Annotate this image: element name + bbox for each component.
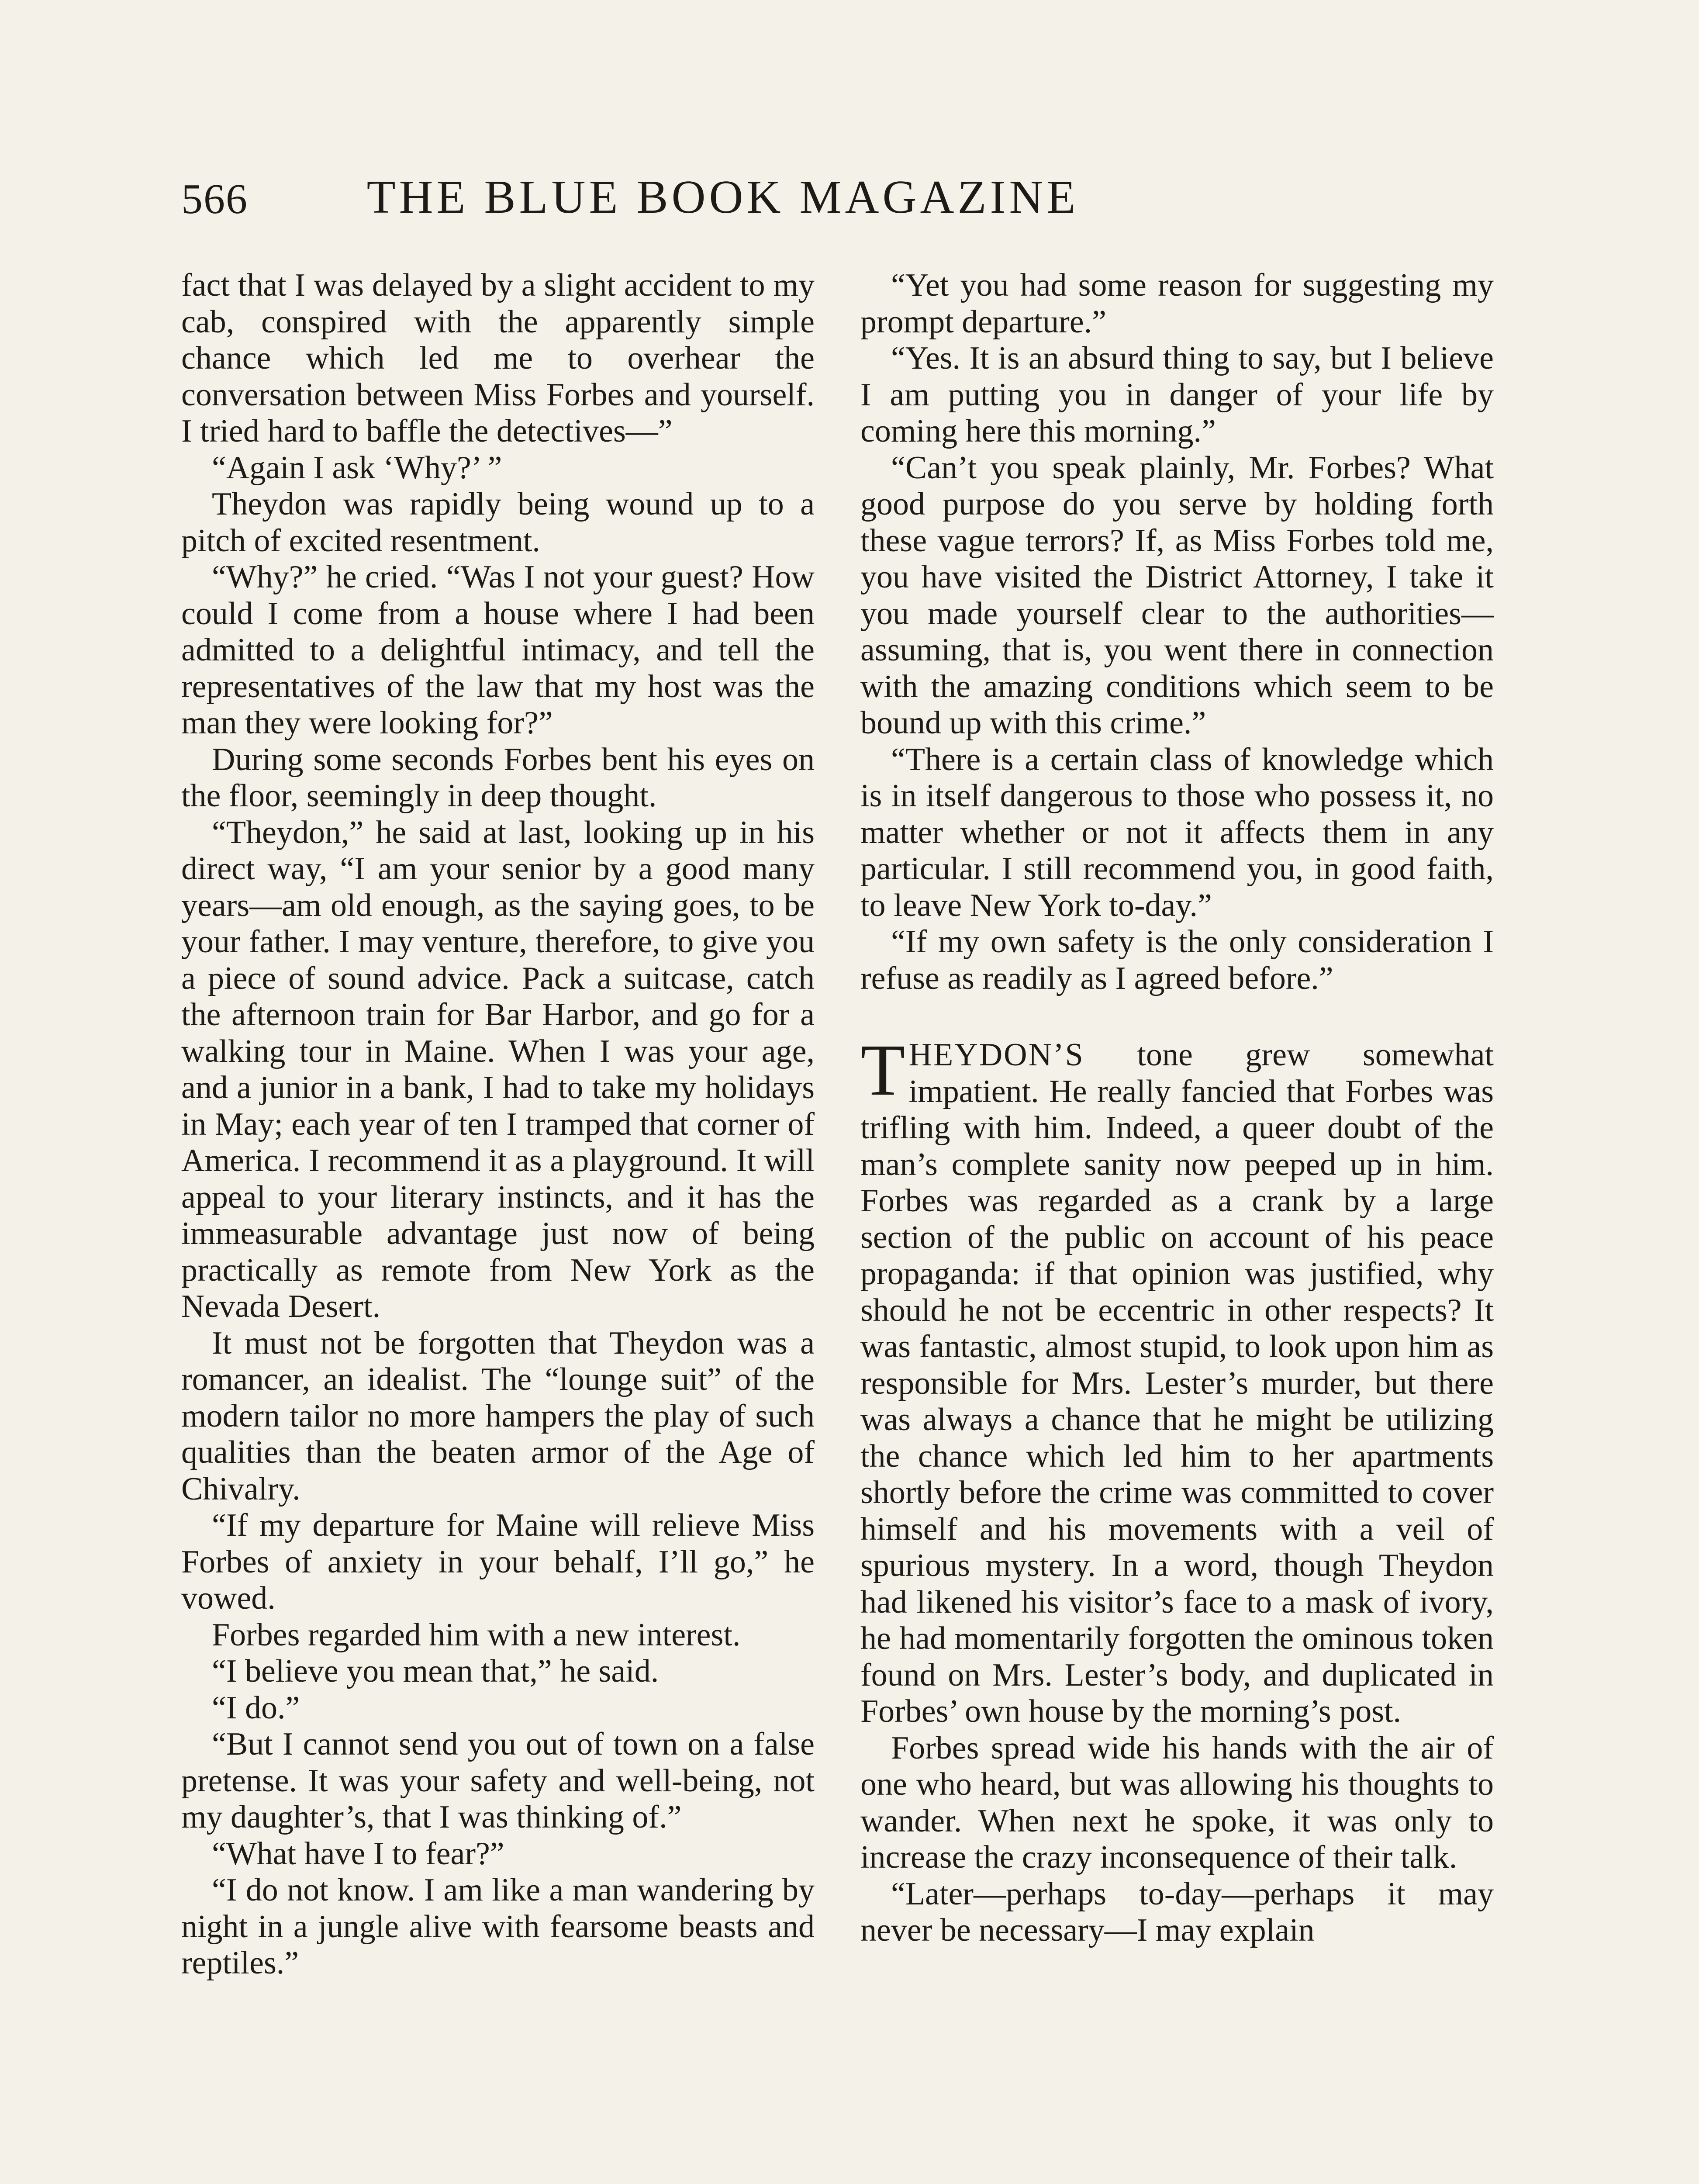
- paragraph: During some seconds Forbes bent his eyes on the floor, seemingly in deep thought.: [181, 741, 815, 814]
- paragraph: “But I cannot send you out of town on a false pretense. It was your safety and well-being, not my daughter’s, that I was thinking of.”: [181, 1726, 815, 1835]
- paragraph: “I do not know. I am like a man wandering by night in a jungle alive with fearsome beasts and reptiles.”: [181, 1872, 815, 1981]
- magazine-title: THE BLUE BOOK MAGAZINE: [366, 171, 1079, 223]
- drop-cap: T: [860, 1030, 905, 1111]
- paragraph: “Later—perhaps to-day—perhaps it may never be necessary—I may explain: [860, 1876, 1494, 1948]
- page-number: 566: [181, 176, 248, 223]
- paragraph: “There is a certain class of knowledge which is in itself dangerous to those who possess it, no matter whether or not it affects them in any particular. I still recommend you, in good faith, to leave New York to-day.”: [860, 741, 1494, 923]
- left-column: [181, 267, 815, 1982]
- lead-in-caps: HEYDON’S: [908, 1037, 1084, 1073]
- paragraph: It must not be forgotten that Theydon was a romancer, an idealist. The “lounge suit” of the modern tailor no more hampers the play of such qualities than the beaten armor of the Age of Chivalry.: [181, 1325, 815, 1507]
- paragraph: “Theydon,” he said at last, looking up in his direct way, “I am your senior by a good many years—am old enough, as the saying goes, to be your father. I may venture, therefore, to give you a piece of sound advice. Pack a suitcase, catch the afternoon train for Bar Harbor, and go for a walking tour in Maine. When I was your age, and a junior in a bank, I had to take my holidays in May; each year of ten I tramped that corner of America. I recommend it as a playground. It will appeal to your literary instincts, and it has the immeasurable advantage just now of being practically as remote from New York as the Nevada Desert.: [181, 814, 815, 1324]
- paragraph: “If my own safety is the only consideration I refuse as readily as I agreed before.”: [860, 924, 1494, 996]
- paragraph: “I do.”: [212, 1690, 300, 1726]
- right-column: [860, 267, 1494, 1949]
- paragraph: Forbes spread wide his hands with the air of one who heard, but was allowing his thoughts to wander. When next he spoke, it was only to increase the crazy inconsequence of their talk.: [860, 1730, 1494, 1875]
- paragraph: “Why?” he cried. “Was I not your guest? How could I come from a house where I had been admitted to a delightful intimacy, and tell the representatives of the law that my host was the man they were looking for?”: [181, 559, 815, 741]
- paragraph: “Yet you had some reason for suggesting my prompt departure.”: [860, 267, 1494, 340]
- paragraph: “Can’t you speak plainly, Mr. Forbes? What good purpose do you serve by holding forth these vague terrors? If, as Miss Forbes told me, you have visited the District Attorney, I take it you made yourself clear to the authorities—assuming, that is, you went there in connection with the amazing conditions which seem to be bound up with this crime.”: [860, 449, 1494, 741]
- paragraph: “Again I ask ‘Why?’ ”: [212, 449, 502, 486]
- paragraph: fact that I was delayed by a slight accident to my cab, conspired with the apparently simple chance which led me to overhear the conversation between Miss Forbes and yourself. I tried hard to baffle the detectives—”: [181, 267, 815, 449]
- paragraph: Theydon was rapidly being wound up to a pitch of excited resentment.: [181, 486, 815, 559]
- section-opening-paragraph: [860, 1030, 1494, 1730]
- page-header: [181, 170, 1212, 236]
- paragraph: “If my departure for Maine will relieve Miss Forbes of anxiety in your behalf, I’ll go,” he vowed.: [181, 1507, 815, 1616]
- paragraph-text: tone grew somewhat impatient. He really fancied that Forbes was trifling with him. Indeed, a queer doubt of the man’s complete sanity now peeped up in him. Forbes was regarded as a crank by a large section of the public on account of his peace propaganda: if that opinion was justified, why should he not be eccentric in other respects? It was fantastic, almost stupid, to look upon him as responsible for Mrs. Lester’s murder, but there was always a chance that he might be utilizing the chance which led him to her apartments shortly before the crime was committed to cover himself and his movements with a veil of spurious mystery. In a word, though Theydon had likened his visitor’s face to a mask of ivory, he had momentarily forgotten the ominous token found on Mrs. Lester’s body, and duplicated in Forbes’ own house by the morning’s post.: [860, 1037, 1494, 1729]
- paragraph: “Yes. It is an absurd thing to say, but I believe I am putting you in danger of your life by coming here this morning.”: [860, 340, 1494, 449]
- paragraph: “I believe you mean that,” he said.: [212, 1653, 659, 1689]
- paragraph: “What have I to fear?”: [212, 1835, 504, 1872]
- paragraph: Forbes regarded him with a new interest.: [212, 1617, 741, 1653]
